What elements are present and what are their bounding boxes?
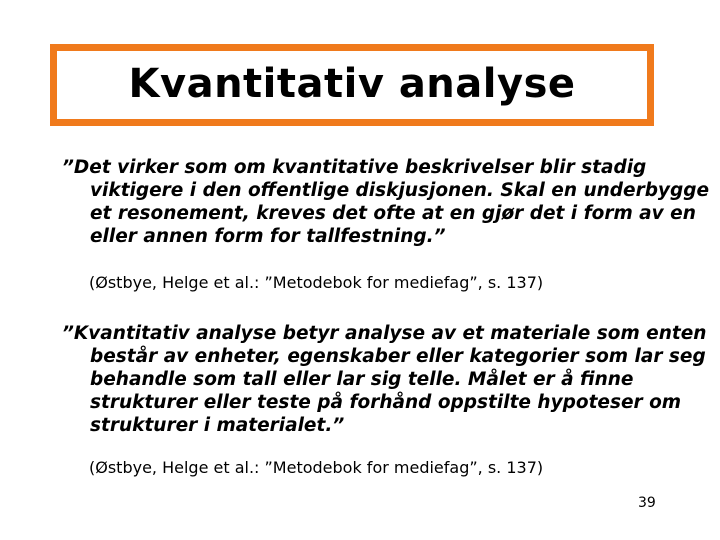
quote-2: ”Kvantitativ analyse betyr analyse av et materiale som enten består av enheter, egenskaber eller kategorier som lar seg behandle som tall eller lar sig telle. Målet er å finne strukturer eller teste på forhånd oppstilte hypoteser om strukturer i materialet.”: [62, 323, 707, 436]
slide-title: Kvantitativ analyse: [128, 61, 576, 107]
citation-2: (Østbye, Helge et al.: ”Metodebok for mediefag”, s. 137): [89, 458, 544, 477]
title-box: [50, 44, 654, 126]
quote-1: ”Det virker som om kvantitative beskrivelser blir stadig viktigere i den offentlige diskjusjonen. Skal en underbygge et resonement, kreves det ofte at en gjør det i form av en eller annen form for tallfestning.”: [62, 157, 710, 247]
page-number: 39: [638, 495, 656, 511]
citation-1: (Østbye, Helge et al.: ”Metodebok for mediefag”, s. 137): [89, 273, 544, 292]
